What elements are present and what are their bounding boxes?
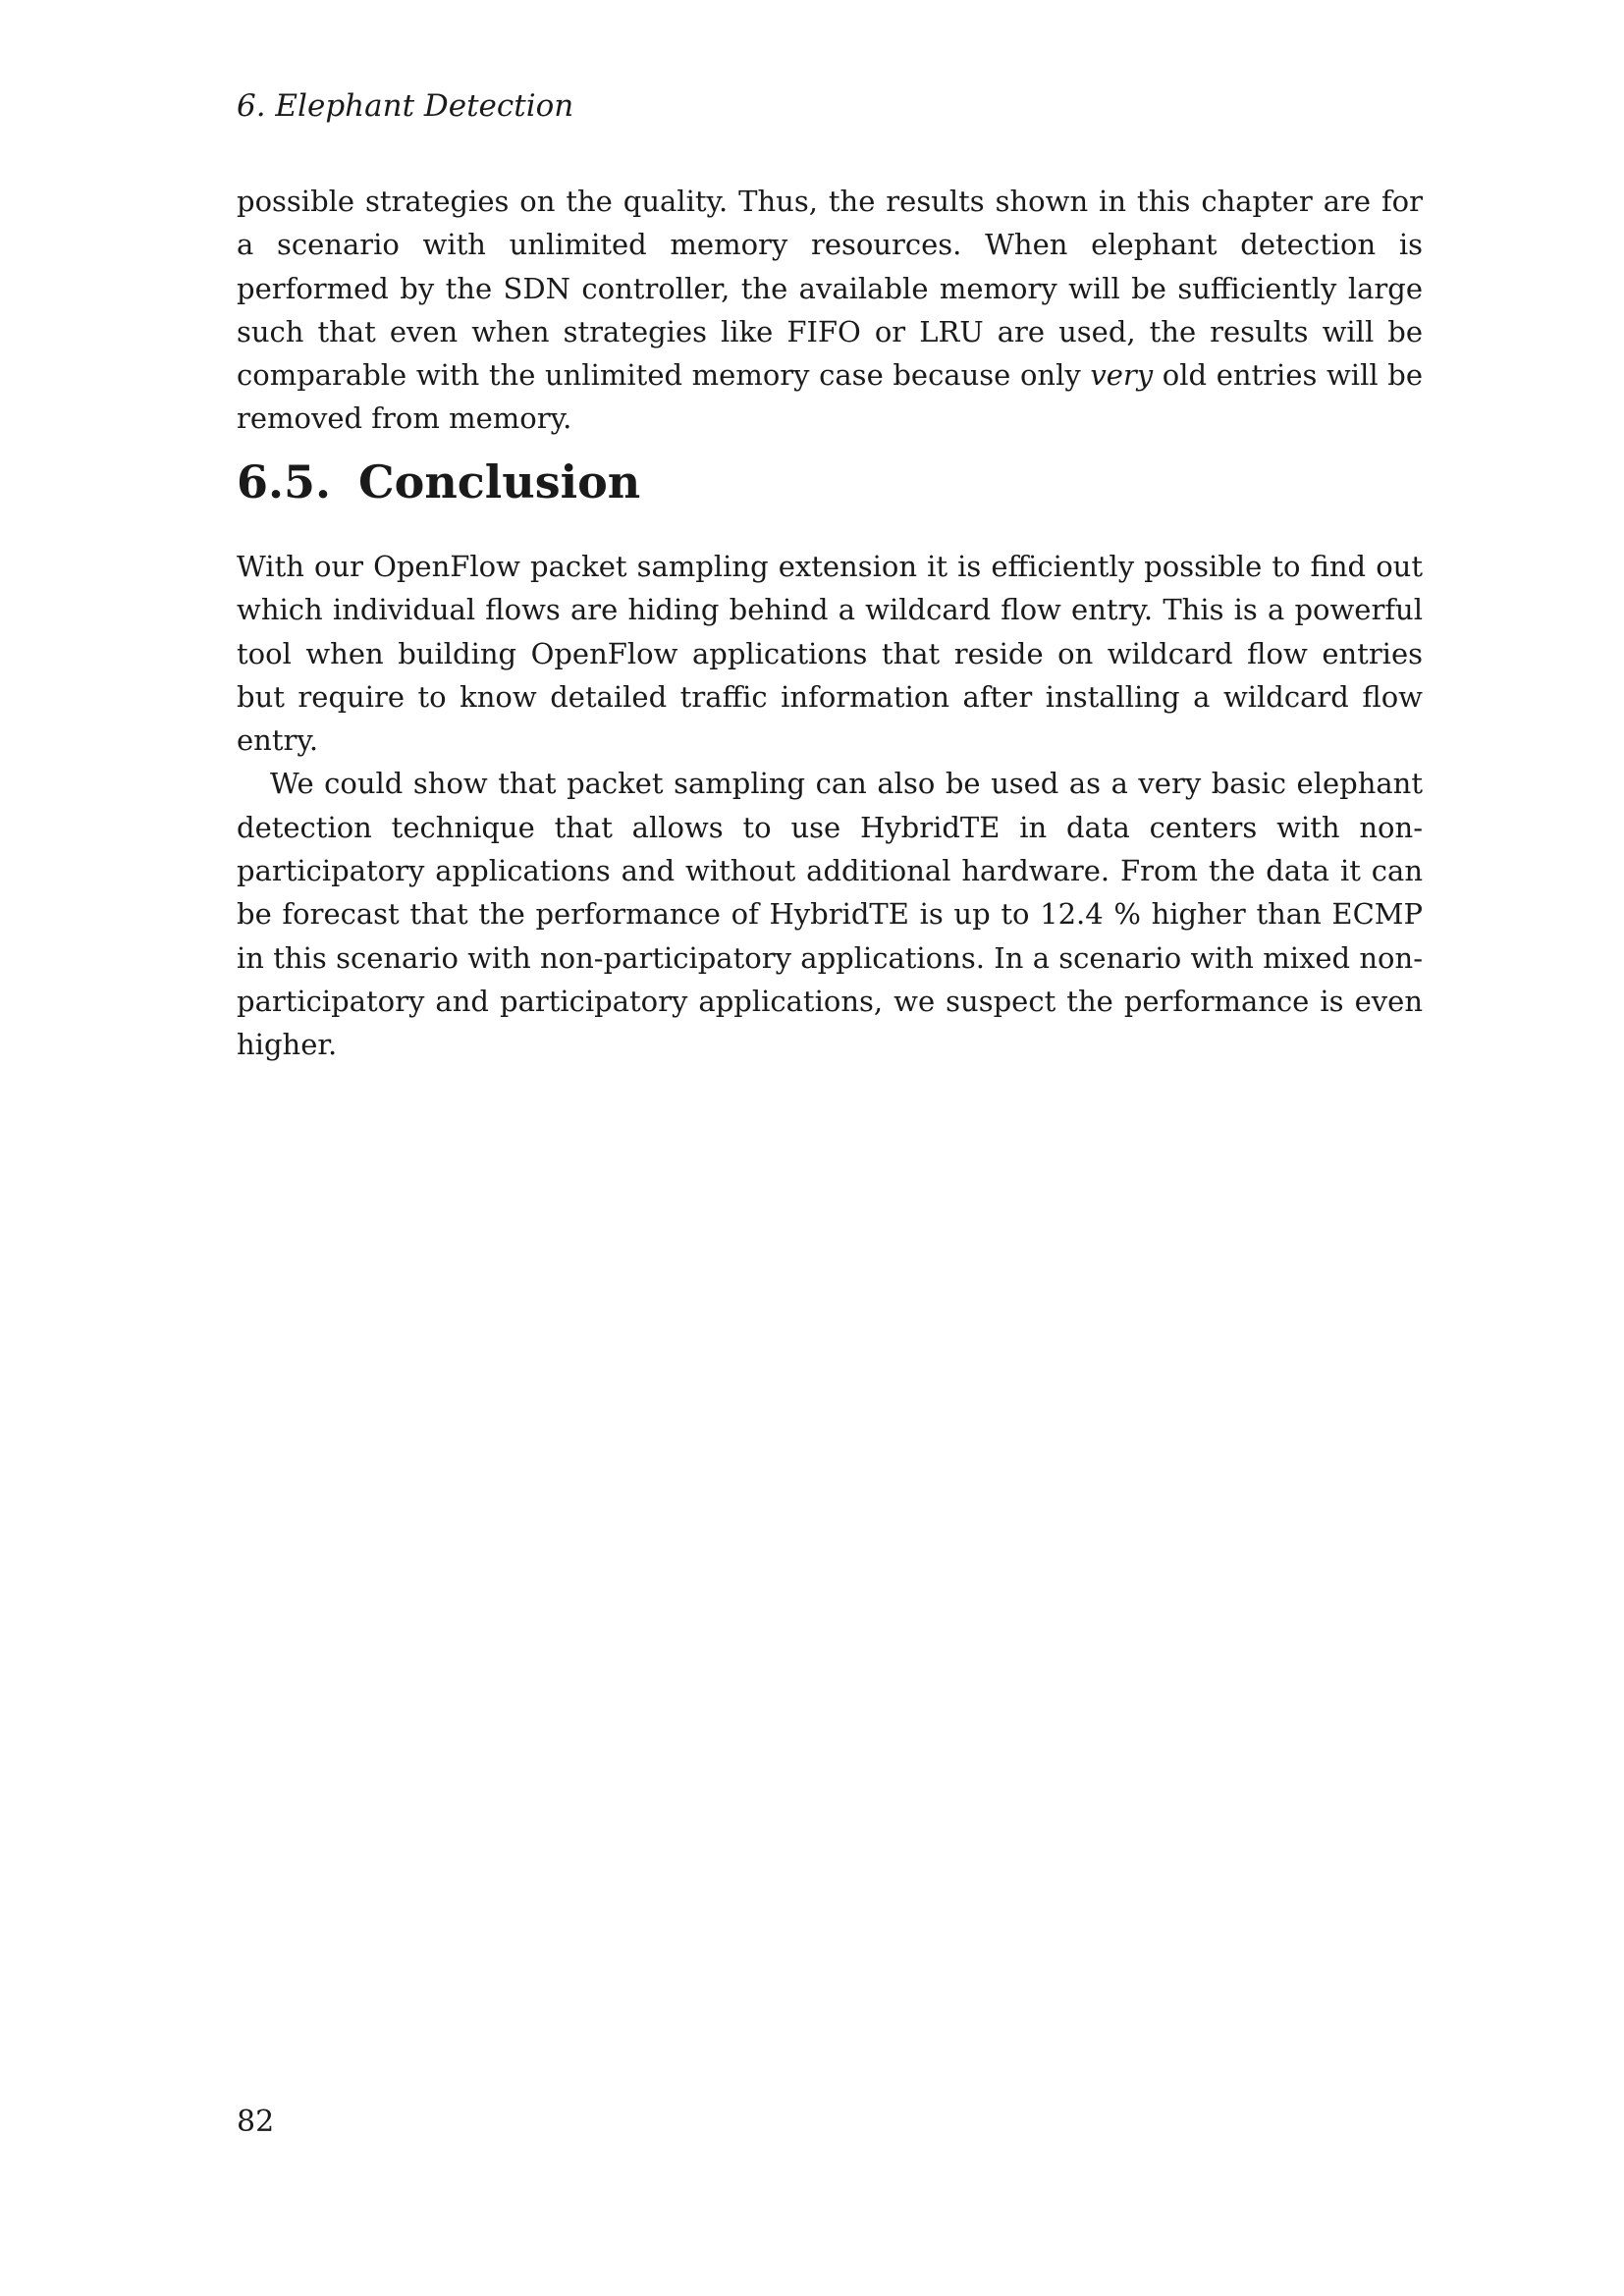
section-heading (237, 454, 640, 509)
continued-paragraph (237, 180, 1423, 441)
text-run: old entries will be removed from memory. (237, 358, 1423, 436)
emphasized-word: very (1090, 358, 1154, 393)
section-body (237, 545, 1423, 1067)
continued-paragraph-text (237, 180, 1423, 441)
section-number: 6.5. (237, 455, 332, 508)
section-title: Conclusion (358, 455, 641, 508)
body-paragraph: We could show that packet sampling can also be used as a very basic elephant detection technique that allows to use HybridTE in data centers with non-participatory applications and without additional hardware. From the data it can be forecast that the performance of HybridTE is up to 12.4 % higher than ECMP in this scenario with non-participatory applications. In a scenario with mixed non-participatory and participatory applications, we suspect the performance is even higher. (237, 767, 1423, 1062)
running-header: 6. Elephant Detection (237, 88, 574, 124)
text-run: possible strategies on the quality. Thus, the results shown in this chapter are for a scenario with unlimited memory resources. When elephant detection is performed by the SDN controller, the available memory will be sufficiently large such that even when strategies like FIFO or LRU are used, the results will be comparable with the unlimited memory case because only (237, 185, 1423, 393)
page-number: 82 (237, 2105, 275, 2139)
body-paragraph: With our OpenFlow packet sampling extension it is efficiently possible to find out which individual flows are hiding behind a wildcard flow entry. This is a powerful tool when building OpenFlow applications that reside on wildcard flow entries but require to know detailed traffic information after installing a wildcard flow entry. (237, 550, 1423, 758)
